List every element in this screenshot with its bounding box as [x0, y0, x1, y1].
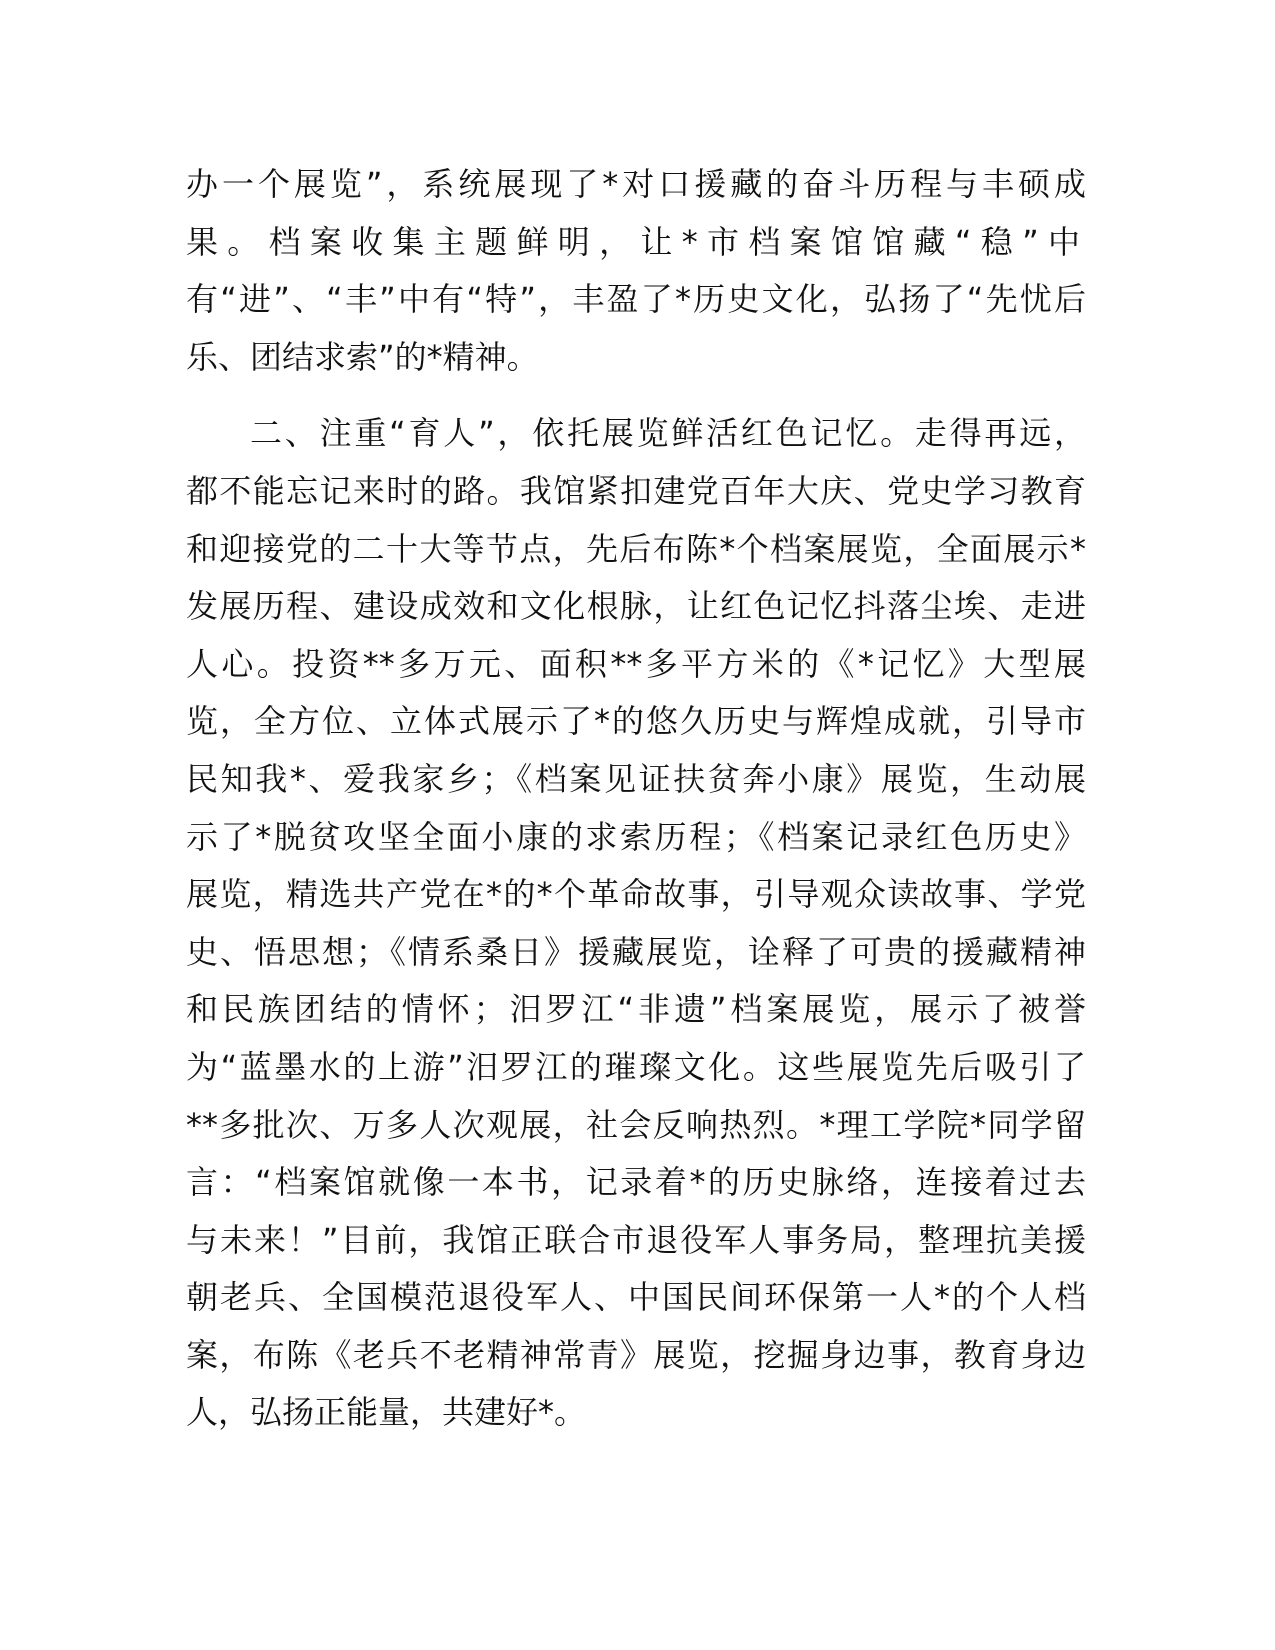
text-line: 办一个展览”，系统展现了*对口援藏的奋斗历程与丰硕成 — [186, 165, 1086, 203]
text-line: 朝老兵、全国模范退役军人、中国民间环保第一人*的个人档 — [186, 1278, 1086, 1317]
text-line: 案，布陈《老兵不老精神常青》展览，挖掘身边事，教育身边 — [186, 1335, 1086, 1374]
text-line: 和民族团结的情怀；汨罗江“非遗”档案展览，展示了被誉 — [186, 990, 1086, 1029]
text-line: 乐、团结求索”的*精神。 — [186, 337, 539, 376]
text-line: 民知我*、爱我家乡；《档案见证扶贫奔小康》展览，生动展 — [186, 759, 1086, 798]
text-line: 展览，精选共产党在*的*个革命故事，引导观众读故事、学党 — [186, 875, 1086, 914]
text-line: 都不能忘记来时的路。我馆紧扣建党百年大庆、党史学习教育 — [186, 471, 1086, 510]
paragraph-gap — [186, 386, 1086, 405]
text-line: 史、悟思想；《情系桑日》援藏展览，诠释了可贵的援藏精神 — [186, 932, 1086, 971]
text-line: 和迎接党的二十大等节点，先后布陈*个档案展览，全面展示* — [186, 529, 1086, 568]
text-line: 言：“档案馆就像一本书，记录着*的历史脉络，连接着过去 — [186, 1163, 1086, 1202]
text-line: 人，弘扬正能量，共建好*。 — [186, 1393, 587, 1432]
text-line: 人心。投资**多万元、面积**多平方米的《*记忆》大型展 — [186, 644, 1086, 683]
text-line-indented: 二、注重“育人”，依托展览鲜活红色记忆。走得再远， — [250, 414, 1086, 453]
text-line: 有“进”、“丰”中有“特”，丰盈了*历史文化，弘扬了“先忧后 — [186, 280, 1086, 319]
text-line: 示了*脱贫攻坚全面小康的求索历程；《档案记录红色历史》 — [186, 817, 1086, 856]
text-line: 为“蓝墨水的上游”汨罗江的璀璨文化。这些展览先后吸引了 — [186, 1047, 1086, 1086]
document-body — [186, 156, 1086, 1442]
text-line: 与未来！”目前，我馆正联合市退役军人事务局，整理抗美援 — [186, 1220, 1086, 1259]
text-line: 果。档案收集主题鲜明，让*市档案馆馆藏“稳”中 — [186, 222, 1086, 261]
text-line: 发展历程、建设成效和文化根脉，让红色记忆抖落尘埃、走进 — [186, 587, 1086, 626]
text-line: 览，全方位、立体式展示了*的悠久历史与辉煌成就，引导市 — [186, 702, 1086, 741]
text-line: **多批次、万多人次观展，社会反响热烈。*理工学院*同学留 — [186, 1105, 1086, 1144]
